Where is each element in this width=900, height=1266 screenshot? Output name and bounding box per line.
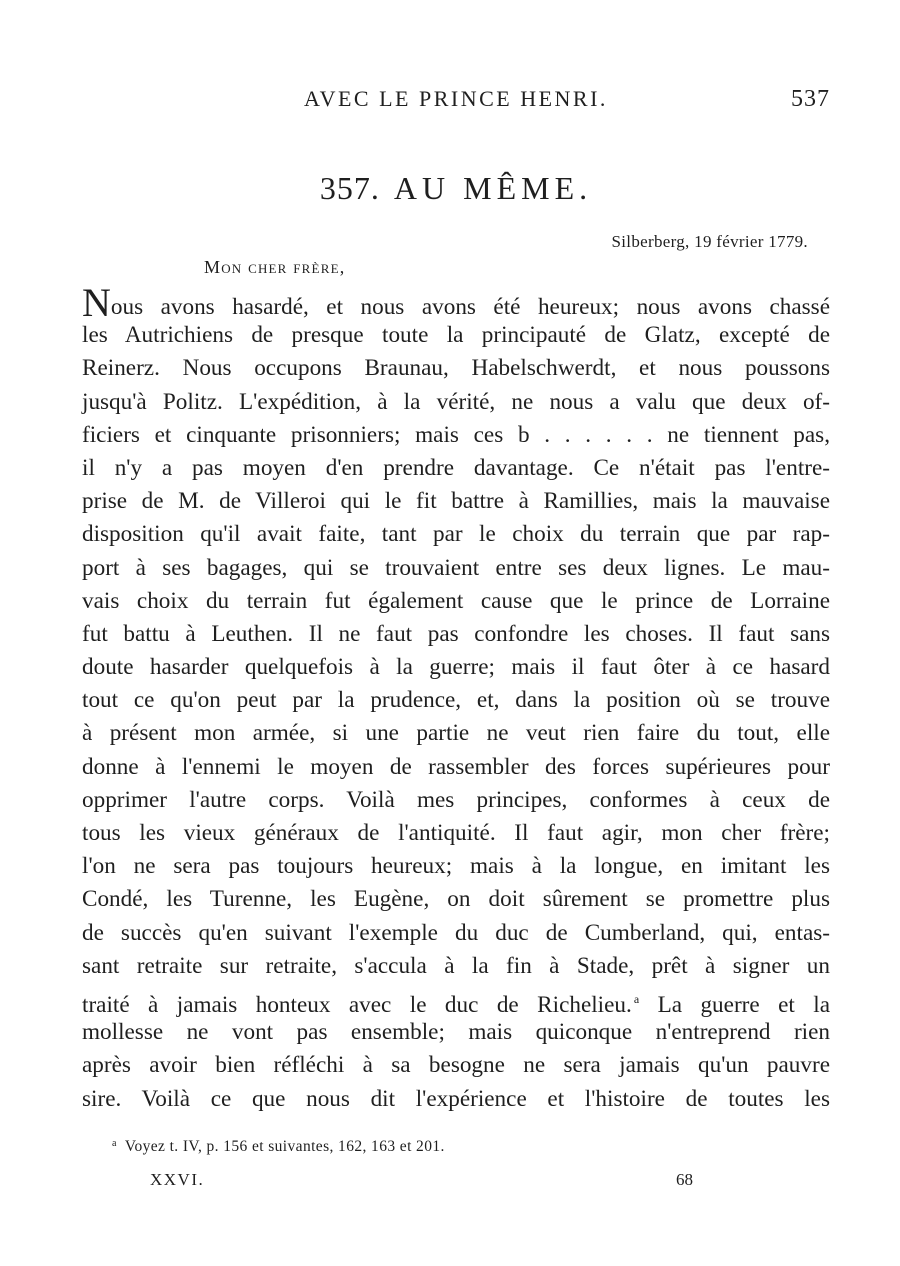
body-line: tout ce qu'on peut par la prudence, et, dans la position où se trouve <box>82 687 830 714</box>
body-line: Reinerz. Nous occupons Braunau, Habelschwerdt, et nous poussons <box>82 355 830 382</box>
body-line: il n'y a pas moyen d'en prendre davantage. Ce n'était pas l'entre- <box>82 454 830 481</box>
body-line: les Autrichiens de presque toute la principauté de Glatz, excepté de <box>82 322 830 349</box>
letter-body <box>82 280 831 1116</box>
body-line: Nous avons hasardé, et nous avons été heureux; nous avons chassé <box>82 280 830 325</box>
body-line: opprimer l'autre corps. Voilà mes principes, conformes à ceux de <box>82 786 830 813</box>
letter-title: AU MÊME. <box>393 170 593 206</box>
body-line: après avoir bien réfléchi à sa besogne ne sera jamais qu'un pauvre <box>82 1052 830 1079</box>
body-line: Condé, les Turenne, les Eugène, on doit sûrement se promettre plus <box>82 886 830 913</box>
footnote-reference[interactable]: a <box>633 991 640 1006</box>
running-head <box>82 86 830 116</box>
body-line: de succès qu'en suivant l'exemple du duc de Cumberland, qui, entas- <box>82 919 830 946</box>
body-line: l'on ne sera pas toujours heureux; mais à la longue, en imitant les <box>82 853 830 880</box>
running-title: AVEC LE PRINCE HENRI. <box>304 86 608 111</box>
body-line: vais choix du terrain fut également cause que le prince de Lorraine <box>82 587 830 614</box>
body-line: fut battu à Leuthen. Il ne faut pas confondre les choses. Il faut sans <box>82 620 830 647</box>
drop-cap: N <box>82 280 111 325</box>
sheet-number: 68 <box>676 1170 693 1189</box>
body-line: tous les vieux généraux de l'antiquité. Il faut agir, mon cher frère; <box>82 820 830 846</box>
letter-heading <box>82 170 830 207</box>
footnote-mark: a <box>112 1138 117 1149</box>
body-line: disposition qu'il avait faite, tant par le choix du terrain que par rap- <box>82 521 830 548</box>
body-line: donne à l'ennemi le moyen de rassembler des forces supérieures pour <box>82 753 830 780</box>
body-line: ficiers et cinquante prisonniers; mais ces b . . . . . . ne tiennent pas, <box>82 421 830 448</box>
letter-number: 357. <box>319 170 380 206</box>
dateline: Silberberg, 19 février 1779. <box>611 232 808 251</box>
body-line: doute hasarder quelquefois à la guerre; mais il faut ôter à ce hasard <box>82 654 830 681</box>
footnote-text: Voyez t. IV, p. 156 et suivantes, 162, 163 et 201. <box>124 1138 445 1155</box>
body-line: sire. Voilà ce que nous dit l'expérience et l'histoire de toutes les <box>82 1085 830 1112</box>
page-number: 537 <box>791 86 830 112</box>
salutation: Mon cher frère, <box>204 257 346 277</box>
body-line: jusqu'à Politz. L'expédition, à la vérité, ne nous a valu que deux of- <box>82 388 830 415</box>
body-line: prise de M. de Villeroi qui le fit battre à Ramillies, mais la mauvaise <box>82 488 830 515</box>
body-line: traité à jamais honteux avec le duc de Richelieu. $^a$ La guerre et la <box>82 991 831 1018</box>
signature-mark: XXVI. <box>150 1170 205 1189</box>
body-line: mollesse ne vont pas ensemble; mais quiconque n'entreprend rien <box>82 1019 830 1046</box>
footnote <box>112 1138 445 1156</box>
body-line: sant retraite sur retraite, s'accula à la fin à Stade, prêt à signer un <box>82 952 830 979</box>
body-line: port à ses bagages, qui se trouvaient entre ses deux lignes. Le mau- <box>82 554 830 581</box>
body-line: à présent mon armée, si une partie ne veut rien faire du tout, elle <box>82 720 830 747</box>
